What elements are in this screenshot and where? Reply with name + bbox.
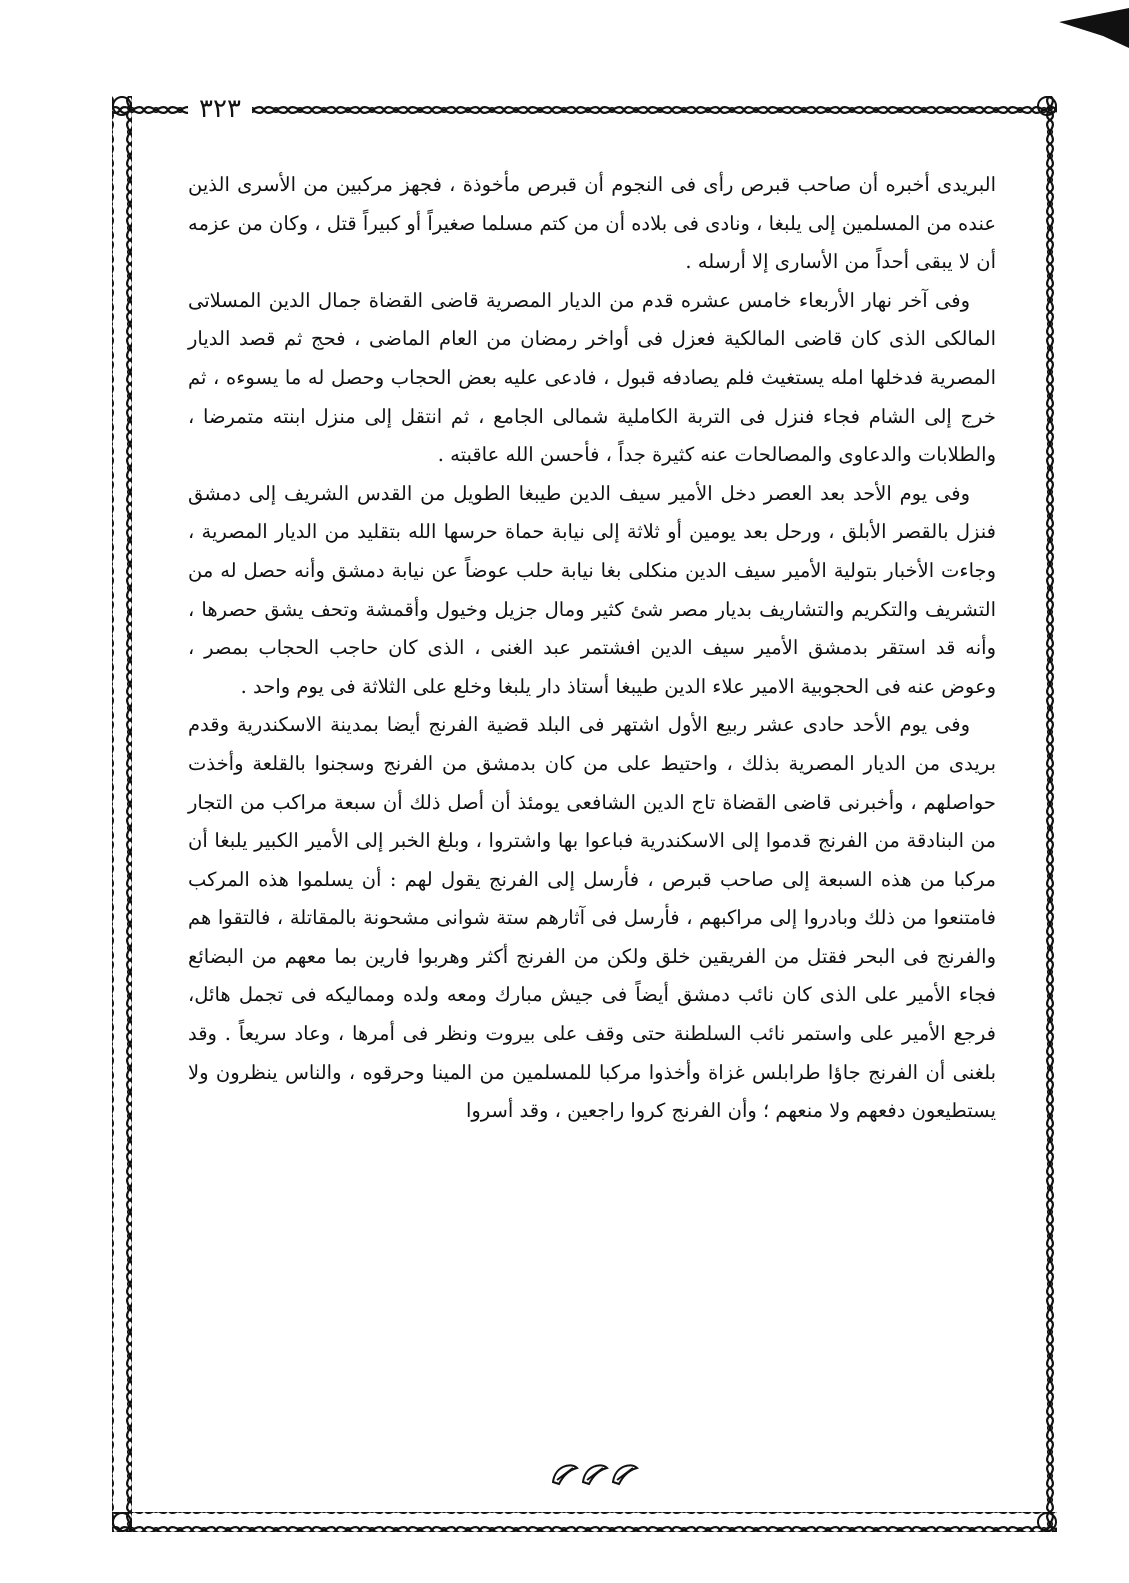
paragraph: البريدى أخبره أن صاحب قبرص رأى فى النجوم أن قبرص مأخوذة ، فجهز مركبين من الأسرى الذين عنده من المسلمين إلى يلبغا ، ونادى فى بلاده أن من كتم مسلما صغيراً أو كبيراً قتل ، وكان من عزمه أن لا يبقى أحداً من الأسارى إلا أرسله . [188, 173, 996, 274]
body-text [188, 166, 996, 1131]
border-bottom [112, 1512, 1057, 1532]
border-right [1037, 96, 1057, 1532]
paragraph: وفى يوم الأحد بعد العصر دخل الأمير سيف الدين طيبغا الطويل من القدس الشريف إلى دمشق فنزل بالقصر الأبلق ، ورحل بعد يومين أو ثلاثة إلى نيابة حماة حرسها الله بتقليد من الديار المصرية ، وجاءت الأخبار بتولية الأمير سيف الدين منكلى بغا نيابة حلب عوضاً عن نيابة دمشق وأنه حصل له من التشريف والتكريم والتشاريف بديار مصر شئ كثير ومال جزيل وخيول وأقمشة وتحف يشق حصرها ، وأنه قد استقر بدمشق الأمير سيف الدين افشتمر عبد الغنى ، الذى كان حاجب الحجاب بمصر ، وعوض عنه فى الحجوبية الامير علاء الدين طيبغا أستاذ دار يلبغا وخلع على الثلاثة فى يوم واحد . [188, 481, 996, 698]
leaf-ornament-icon [545, 1458, 645, 1488]
border-left [112, 96, 132, 1532]
border-top [112, 96, 1057, 116]
paragraph: وفى آخر نهار الأربعاء خامس عشره قدم من الديار المصرية قاضى القضاة جمال الدين المسلاتى المالكى الذى كان قاضى المالكية فعزل فى أواخر رمضان من العام الماضى ، فحج ثم قصد الديار المصرية فدخلها امله يستغيث فلم يصادفه قبول ، فادعى عليه بعض الحجاب وحصل له ما يسوءه ، ثم خرج إلى الشام فجاء فنزل فى التربة الكاملية شمالى الجامع ، ثم انتقل إلى منزل ابنته متمرضا ، والطلابات والدعاوى والمصالحات عنه كثيرة جداً ، فأحسن الله عاقبته . [188, 288, 996, 467]
paragraph: وفى يوم الأحد حادى عشر ربيع الأول اشتهر فى البلد قضية الفرنج أيضا بمدينة الاسكندرية وقدم بريدى من الديار المصرية بذلك ، واحتيط على من كان بدمشق من الفرنج وسجنوا بالقلعة وأخذت حواصلهم ، وأخبرنى قاضى القضاة تاج الدين الشافعى يومئذ أن أصل ذلك أن سبعة مراكب من التجار من البنادقة من الفرنج قدموا إلى الاسكندرية فباعوا بها واشتروا ، وبلغ الخبر إلى الأمير الكبير يلبغا أن مركبا من هذه السبعة إلى صاحب قبرص ، فأرسل إلى الفرنج يقول لهم : أن يسلموا هذه المركب فامتنعوا من ذلك وبادروا إلى مراكبهم ، فأرسل فى آثارهم ستة شوانى مشحونة بالمقاتلة ، فالتقوا هم والفرنج فى البحر فقتل من الفريقين خلق ولكن من الفرنج أكثر وهربوا فارين بما معهم من البضائع فجاء الأمير على الذى كان نائب دمشق أيضاً فى جيش مبارك ومعه ولده ومماليكه فى تجمل هائل، فرجع الأمير على واستمر نائب السلطنة حتى وقف على بيروت ونظر فى أمرها ، وعاد سريعاً . وقد بلغنى أن الفرنج جاؤا طرابلس غزاة وأخذوا مركبا للمسلمين من المينا وحرقوه ، والناس ينظرون ولا يستطيعون دفعهم ولا منعهم ؛ وأن الفرنج كروا راجعين ، وقد أسروا [188, 713, 996, 1123]
page-number: ٣٢٣ [188, 92, 252, 126]
